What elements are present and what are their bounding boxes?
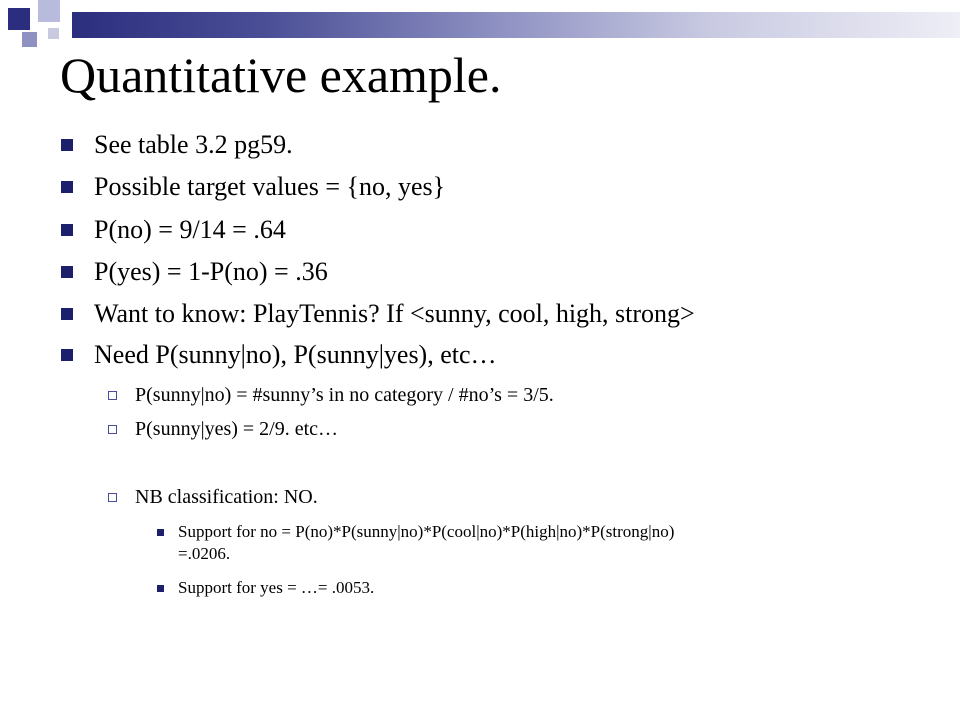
header-square-small — [48, 28, 59, 39]
bullet-marker — [61, 224, 73, 236]
subsub-bullet-text: Support for no = P(no)*P(sunny|no)*P(cool|no)*P(high|no)*P(strong|no) — [178, 522, 675, 541]
subsub-bullet-text: Support for yes = …= .0053. — [178, 578, 375, 597]
bullet-text: P(no) = 9/14 = .64 — [94, 215, 286, 244]
sub-bullet-marker — [108, 391, 117, 400]
subsub-bullet-marker — [157, 585, 164, 592]
bullet-text: P(yes) = 1-P(no) = .36 — [94, 257, 328, 286]
header-square-dark — [8, 8, 30, 30]
sub-bullet-text: P(sunny|yes) = 2/9. etc… — [135, 418, 339, 440]
bullet-text: Possible target values = {no, yes} — [94, 172, 446, 201]
bullet-text: See table 3.2 pg59. — [94, 130, 293, 159]
bullet-marker — [61, 181, 73, 193]
header-square-mid — [22, 32, 37, 47]
subsub-bullet-continuation: =.0206. — [178, 544, 231, 563]
sub-bullet-text: P(sunny|no) = #sunny’s in no category / #no’s = 3/5. — [135, 384, 554, 406]
bullet-marker — [61, 349, 73, 361]
sub-bullet-text: NB classification: NO. — [135, 486, 318, 508]
bullet-marker — [61, 308, 73, 320]
sub-bullet-marker — [108, 493, 117, 502]
sub-bullet-marker — [108, 425, 117, 434]
bullet-text: Need P(sunny|no), P(sunny|yes), etc… — [94, 340, 497, 369]
bullet-text: Want to know: PlayTennis? If <sunny, cool, high, strong> — [94, 299, 695, 328]
header-gradient-bar — [72, 12, 960, 38]
slide-title: Quantitative example. — [60, 47, 502, 103]
bullet-marker — [61, 139, 73, 151]
header-square-light — [38, 0, 60, 22]
bullet-marker — [61, 266, 73, 278]
subsub-bullet-marker — [157, 529, 164, 536]
